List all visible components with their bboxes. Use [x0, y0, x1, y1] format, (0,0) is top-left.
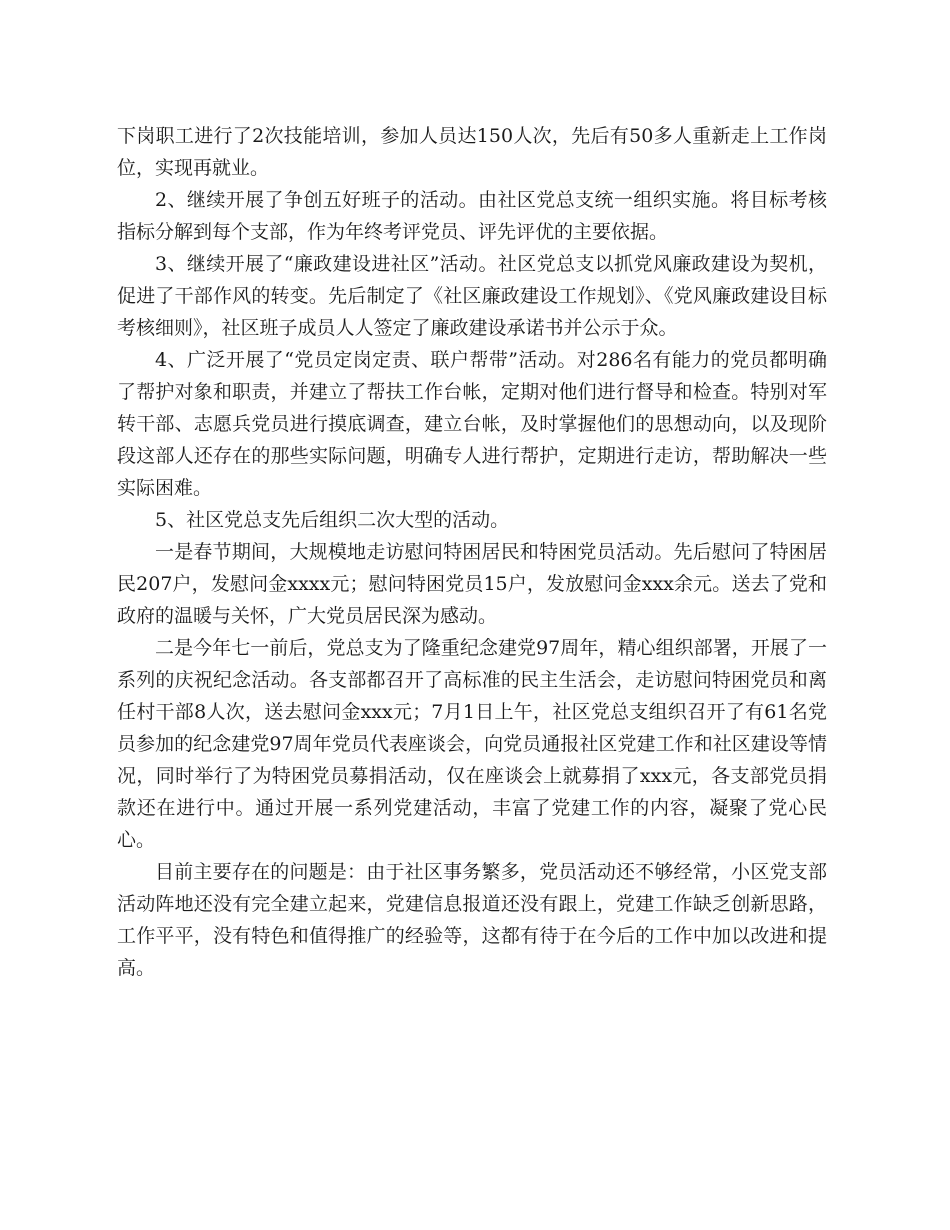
paragraph-continuation: 下岗职工进行了2次技能培训，参加人员达150人次，先后有50多人重新走上工作岗位，实现再就业。	[117, 125, 827, 179]
paragraph-item-5: 5、社区党总支先后组织二次大型的活动。	[155, 509, 510, 531]
paragraph-problems: 目前主要存在的问题是：由于社区事务繁多，党员活动还不够经常，小区党支部活动阵地还没有完全建立起来，党建信息报道还没有跟上，党建工作缺乏创新思路，工作平平，没有特色和值得推广的经验等，这都有待于在今后的工作中加以改进和提高。	[117, 861, 827, 979]
paragraph-item-3: 3、继续开展了“廉政建设进社区”活动。社区党总支以抓党风廉政建设为契机，促进了干部作风的转变。先后制定了《社区廉政建设工作规划》、《党风廉政建设目标考核细则》，社区班子成员人人签定了廉政建设承诺书并公示于众。	[117, 253, 827, 339]
paragraph-item-2: 2、继续开展了争创五好班子的活动。由社区党总支统一组织实施。将目标考核指标分解到每个支部，作为年终考评党员、评先评优的主要依据。	[117, 189, 827, 243]
document-body	[117, 120, 827, 984]
paragraph-july-first: 二是今年七一前后，党总支为了隆重纪念建党97周年，精心组织部署，开展了一系列的庆祝纪念活动。各支部都召开了高标准的民主生活会，走访慰问特困党员和离任村干部8人次，送去慰问金xxx元；7月1日上午，社区党总支组织召开了有61名党员参加的纪念建党97周年党员代表座谈会，向党员通报社区党建工作和社区建设等情况，同时举行了为特困党员募捐活动，仅在座谈会上就募捐了xxx元，各支部党员捐款还在进行中。通过开展一系列党建活动，丰富了党建工作的内容，凝聚了党心民心。	[117, 637, 827, 851]
paragraph-spring-festival: 一是春节期间，大规模地走访慰问特困居民和特困党员活动。先后慰问了特困居民207户，发慰问金xxxx元；慰问特困党员15户，发放慰问金xxx余元。送去了党和政府的温暖与关怀，广大党员居民深为感动。	[117, 541, 827, 627]
paragraph-item-4: 4、广泛开展了“党员定岗定责、联户帮带”活动。对286名有能力的党员都明确了帮护对象和职责，并建立了帮扶工作台帐，定期对他们进行督导和检查。特别对军转干部、志愿兵党员进行摸底调查，建立台帐，及时掌握他们的思想动向，以及现阶段这部人还存在的那些实际问题，明确专人进行帮护，定期进行走访，帮助解决一些实际困难。	[117, 349, 827, 499]
